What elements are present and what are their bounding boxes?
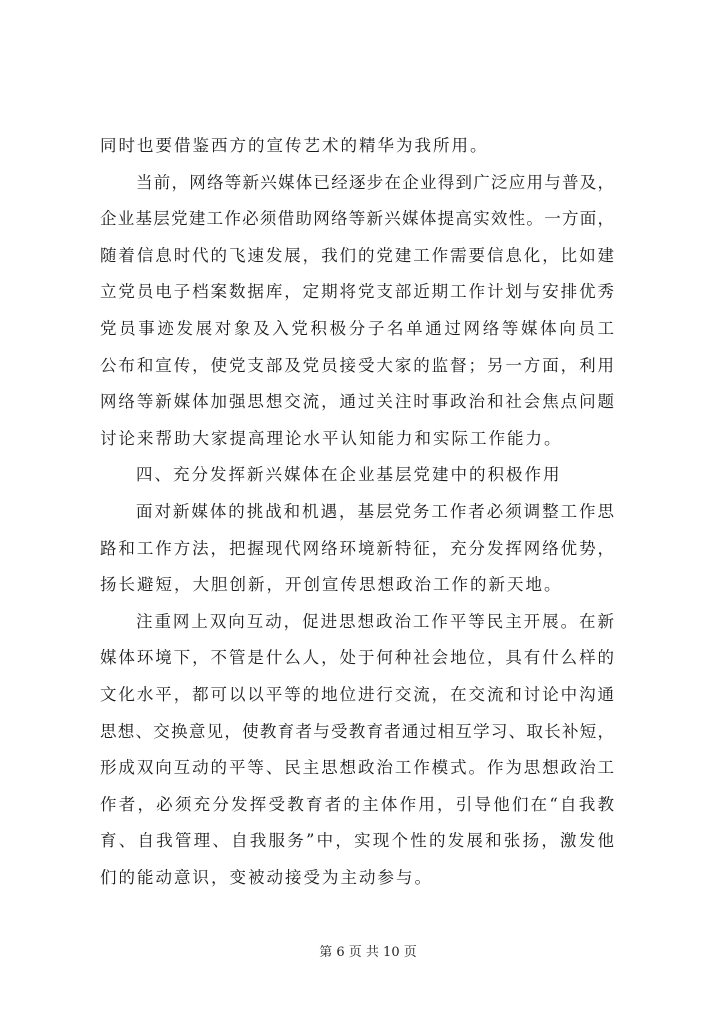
text-line: 路和工作方法，把握现代网络环境新特征，充分发挥网络优势，	[100, 538, 614, 558]
text-line: 媒体环境下，不管是什么人，处于何种社会地位，具有什么样的	[100, 648, 614, 668]
text-line: 文化水平，都可以以平等的地位进行交流，在交流和讨论中沟通	[100, 684, 614, 704]
text-line: 企业基层党建工作必须借助网络等新兴媒体提高实效性。一方面，	[100, 209, 614, 229]
document-body	[100, 128, 614, 896]
text-line: 作者，必须充分发挥受教育者的主体作用，引导他们在“自我教	[100, 794, 614, 814]
text-line: 育、自我管理、自我服务”中，实现个性的发展和张扬，激发他	[100, 831, 614, 851]
text-line: 讨论来帮助大家提高理论水平认知能力和实际工作能力。	[100, 428, 563, 448]
text-line: 随着信息时代的飞速发展，我们的党建工作需要信息化，比如建	[100, 245, 614, 265]
text-line: 同时也要借鉴西方的宣传艺术的精华为我所用。	[100, 136, 489, 155]
section-heading: 四、充分发挥新兴媒体在企业基层党建中的积极作用	[136, 465, 562, 485]
text-line: 面对新媒体的挑战和机遇，基层党务工作者必须调整工作思	[136, 501, 614, 521]
text-line: 立党员电子档案数据库，定期将党支部近期工作计划与安排优秀	[100, 282, 614, 302]
text-line: 扬长避短，大胆创新，开创宣传思想政治工作的新天地。	[100, 575, 563, 595]
text-line: 思想、交换意见，使教育者与受教育者通过相互学习、取长补短，	[100, 721, 614, 741]
text-line: 形成双向互动的平等、民主思想政治工作模式。作为思想政治工	[100, 758, 614, 778]
page-footer: 第 6 页 共 10 页	[319, 945, 417, 960]
text-line: 注重网上双向互动，促进思想政治工作平等民主开展。在新	[136, 611, 614, 631]
text-line: 公布和宣传，使党支部及党员接受大家的监督；另一方面，利用	[100, 355, 614, 375]
text-line: 当前，网络等新兴媒体已经逐步在企业得到广泛应用与普及，	[136, 172, 614, 192]
text-line: 们的能动意识，变被动接受为主动参与。	[100, 867, 433, 887]
text-line: 党员事迹发展对象及入党积极分子名单通过网络等媒体向员工	[100, 318, 614, 338]
text-line: 网络等新媒体加强思想交流，通过关注时事政治和社会焦点问题	[100, 392, 614, 412]
